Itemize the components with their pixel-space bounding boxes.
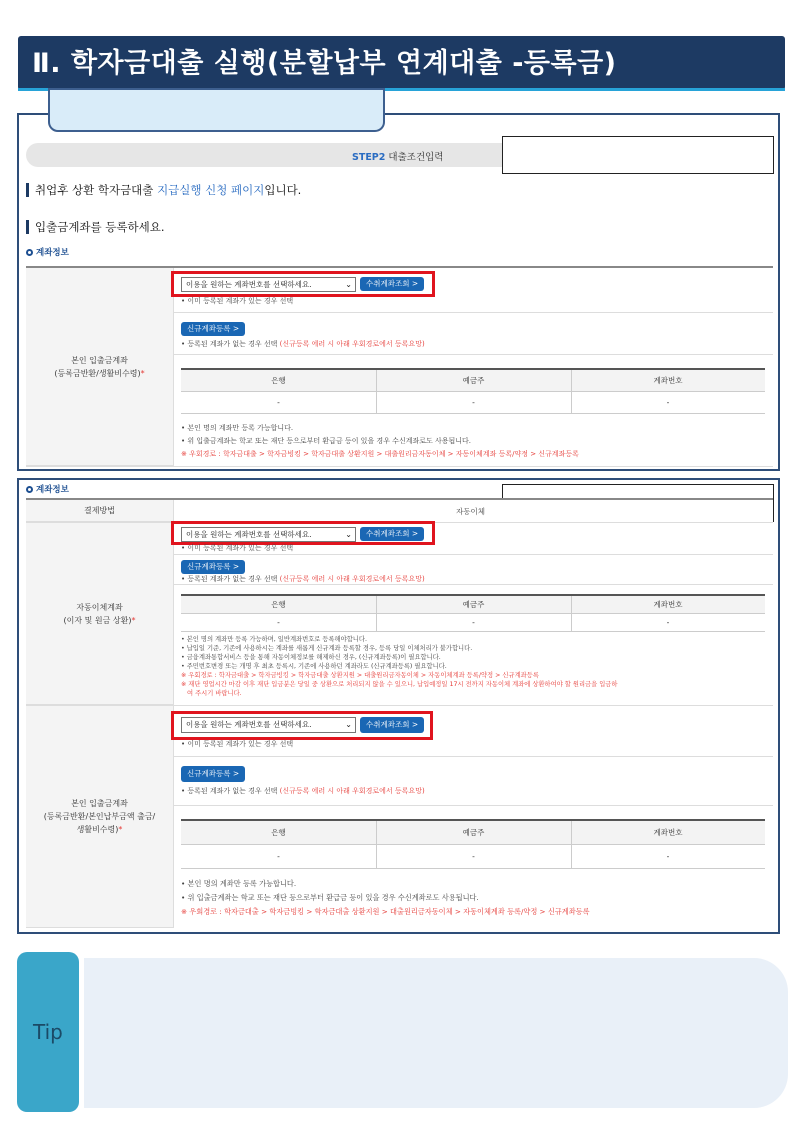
tip-box	[84, 958, 788, 1108]
divider	[571, 596, 572, 632]
lookup-account-button[interactable]: 수취계좌조회 >	[360, 277, 424, 291]
auto-note-cutoff: ※ 재단 영업시간 마감 이후 재단 입금분은 당일 중 상환으로 처리되지 않을 수 있으니, 납입예정일 17시 전까지 자동이체 계좌에 상환하여야 할 원리금을 입금하	[181, 681, 618, 688]
cell-holder: -	[376, 614, 571, 632]
col-account-number: 계좌번호	[571, 821, 765, 845]
method-label-cell: 결제방법	[26, 500, 174, 522]
note-existing: • 이미 등록된 계좌가 있는 경우 선택	[181, 297, 294, 305]
headline-register-account: 입출금계좌를 등록하세요.	[26, 220, 165, 234]
auto-debit-select[interactable]: 이용을 원하는 계좌번호를 선택하세요. ⌄	[181, 527, 356, 542]
auto-debit-lookup-button[interactable]: 수취계좌조회 >	[360, 527, 424, 541]
cell-account-number: -	[571, 614, 765, 632]
cell-holder: -	[376, 845, 571, 869]
divider	[174, 354, 773, 355]
own-note-1: • 본인 명의 계좌만 등록 가능합니다.	[181, 879, 297, 888]
divider	[376, 596, 377, 632]
auto-debit-result-table	[181, 594, 765, 632]
divider	[26, 466, 773, 467]
cell-account-number: -	[571, 845, 765, 869]
auto-note-4: • 주민번호변경 또는 개명 후 최초 등록시, 기존에 사용하던 계좌라도 (신규계좌등록) 필요합니다.	[181, 663, 447, 670]
cell-account-number: -	[571, 392, 765, 414]
divider	[174, 312, 773, 313]
page-title: Ⅱ. 학자금대출 실행(분할납부 연계대출 -등록금)	[32, 48, 617, 79]
own-account-lookup-button[interactable]: 수취계좌조회 >	[360, 717, 424, 733]
cell-bank: -	[181, 614, 376, 632]
note-refund: • 위 입출금계좌는 학교 또는 재단 등으로부터 환급금 등이 있을 경우 수신계좌로도 사용됩니다.	[181, 437, 472, 445]
auto-note-2: • 납입일 기준, 기존에 사용하시는 계좌를 새롭게 신규계좌 등록할 경우, 등록 당일 이체처리가 불가합니다.	[181, 645, 473, 652]
highlight-box	[171, 711, 433, 740]
auto-debit-label-cell: 자동이체계좌 (이자 및 원금 상환)*	[26, 523, 174, 705]
divider	[376, 370, 377, 414]
own-account-register-button[interactable]: 신규계좌등록 >	[181, 766, 245, 782]
col-bank: 은행	[181, 596, 376, 614]
chevron-down-icon: ⌄	[345, 530, 352, 539]
account-form-table	[26, 266, 773, 466]
note-new: • 등록된 계좌가 없는 경우 선택 (신규등록 에러 시 아래 우회경로에서 등록요망)	[181, 340, 425, 348]
callout-tab	[48, 88, 385, 132]
col-account-number: 계좌번호	[571, 596, 765, 614]
chevron-down-icon: ⌄	[345, 280, 352, 289]
chevron-down-icon: ⌄	[345, 720, 352, 729]
own-note-2: • 위 입출금계좌는 학교 또는 재단 등으로부터 환급금 등이 있을 경우 수신계좌로도 사용됩니다.	[181, 893, 479, 902]
section-label-account-info: 계좌정보	[26, 246, 69, 258]
cell-holder: -	[376, 392, 571, 414]
register-account-button[interactable]: 신규계좌등록 >	[181, 322, 245, 336]
auto-debit-register-button[interactable]: 신규계좌등록 >	[181, 560, 245, 574]
account-result-table	[181, 368, 765, 414]
divider	[174, 805, 773, 806]
col-bank: 은행	[181, 370, 376, 392]
auto-note-new: • 등록된 계좌가 없는 경우 선택 (신규등록 에러 시 아래 우회경로에서 등록요망)	[181, 575, 425, 583]
col-holder: 예금주	[376, 596, 571, 614]
divider	[376, 821, 377, 869]
col-holder: 예금주	[376, 370, 571, 392]
divider	[174, 584, 773, 585]
annotation-box	[502, 136, 774, 174]
step-indicator: STEP2 대출조건입력	[352, 152, 444, 163]
col-holder: 예금주	[376, 821, 571, 845]
auto-note-existing: • 이미 등록된 계좌가 있는 경우 선택	[181, 544, 294, 552]
highlight-box	[171, 521, 435, 545]
divider	[571, 370, 572, 414]
tip-label: Tip	[33, 1020, 63, 1044]
own-account-select[interactable]: 이용을 원하는 계좌번호를 선택하세요. ⌄	[181, 717, 356, 733]
own-note-detour: ※ 우회경로 : 학자금대출 > 학자금빙킹 > 학자금대출 상환지원 > 대출원리금자동이체 > 자동이체계좌 등록/약정 > 신규계좌등록	[181, 907, 590, 916]
auto-note-1: • 본인 명의 계좌만 등록 가능하며, 일반계좌번호로 등록해야합니다.	[181, 636, 367, 643]
section-label-account-info-2: 계좌정보	[26, 483, 69, 495]
own-note-existing: • 이미 등록된 계좌가 있는 경우 선택	[181, 740, 294, 748]
col-bank: 은행	[181, 821, 376, 845]
divider	[174, 554, 773, 555]
cell-bank: -	[181, 845, 376, 869]
circle-icon	[26, 486, 33, 493]
method-value: 자동이체	[456, 507, 485, 516]
headline-apply-page: 취업후 상환 학자금대출 지급실행 신청 페이지입니다.	[26, 183, 301, 197]
auto-note-3: • 금융계좌통합서비스 등을 통해 자동이체정보를 해제하신 경우, (신규계좌등록)이 필요합니다.	[181, 654, 441, 661]
highlight-box	[171, 271, 435, 297]
payment-form-table	[26, 498, 773, 928]
note-own-account: • 본인 명의 계좌만 등록 가능합니다.	[181, 424, 294, 432]
divider	[571, 821, 572, 869]
account-select[interactable]: 이용을 원하는 계좌번호를 선택하세요. ⌄	[181, 277, 356, 292]
circle-icon	[26, 249, 33, 256]
own-note-new: • 등록된 계좌가 없는 경우 선택 (신규등록 에러 시 아래 우회경로에서 등록요망)	[181, 787, 425, 795]
auto-note-cutoff-2: 여 주시기 바랍니다.	[181, 690, 242, 697]
auto-note-detour: ※ 우회경로 : 학자금대출 > 학자금빙킹 > 학자금대출 상환지원 > 대출원리금자동이체 > 자동이체계좌 등록/약정 > 신규계좌등록	[181, 672, 539, 679]
account-label-cell: 본인 입출금계좌 (등록금반환/생활비수령)*	[26, 268, 174, 466]
col-account-number: 계좌번호	[571, 370, 765, 392]
divider	[174, 756, 773, 757]
own-account-label-cell: 본인 입출금계좌 (등록금반환/본인납부금액 출금/ 생활비수령)*	[26, 706, 174, 928]
note-detour: ※ 우회경로 : 학자금대출 > 학자금빙킹 > 학자금대출 상환지원 > 대출원리금자동이체 > 자동이체계좌 등록/약정 > 신규계좌등록	[181, 450, 579, 458]
own-account-result-table	[181, 819, 765, 869]
cell-bank: -	[181, 392, 376, 414]
